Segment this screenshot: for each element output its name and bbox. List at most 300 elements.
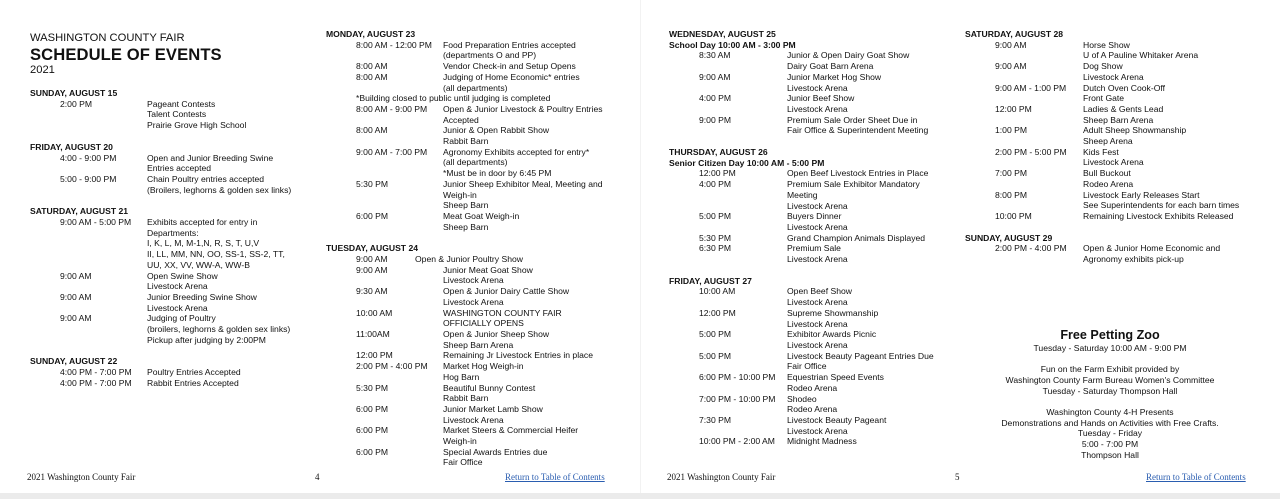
event-line: WASHINGTON COUNTY FAIR xyxy=(443,307,562,318)
event-line: Open and Junior Breeding Swine xyxy=(147,152,274,163)
event-time: 9:00 AM xyxy=(995,39,1027,50)
schedule-event xyxy=(326,254,644,265)
event-line: Premium Sale Exhibitor Mandatory xyxy=(787,179,920,190)
event-details xyxy=(147,367,320,378)
event-time: 5:00 PM xyxy=(699,350,732,361)
event-details xyxy=(787,329,959,350)
event-line: (Broilers, leghorns & golden sex links) xyxy=(147,184,292,195)
schedule-event xyxy=(326,211,644,232)
event-line: Meat Goat Weigh-in xyxy=(443,210,520,221)
event-line: Livestock Arena xyxy=(787,103,848,114)
event-details xyxy=(443,179,644,211)
event-details xyxy=(147,271,320,292)
event-time: 4:00 PM xyxy=(699,179,732,190)
event-time: 8:30 AM xyxy=(699,50,731,61)
event-details xyxy=(1083,61,1255,82)
event-details xyxy=(356,93,644,104)
event-time: 12:00 PM xyxy=(356,350,393,361)
event-details xyxy=(787,286,959,307)
event-details xyxy=(787,93,959,114)
event-details xyxy=(443,383,644,404)
event-time: 10:00 PM xyxy=(995,210,1032,221)
schedule-event xyxy=(326,286,644,307)
event-time: 8:00 AM - 12:00 PM xyxy=(356,39,432,50)
event-line: Livestock Arena xyxy=(787,297,848,308)
event-details xyxy=(443,350,644,361)
event-line: Livestock Arena xyxy=(787,254,848,265)
column-3-schedule xyxy=(669,29,959,447)
event-line: Pageant Contests xyxy=(147,98,216,109)
event-time: 9:00 AM xyxy=(699,71,731,82)
event-line: Open & Junior Home Economic and xyxy=(1083,243,1221,254)
day-subheading: Senior Citizen Day 10:00 AM - 5:00 PM xyxy=(669,157,825,168)
event-line: Adult Sheep Showmanship xyxy=(1083,125,1187,136)
event-line: (all departments) xyxy=(443,82,508,93)
schedule-event xyxy=(669,286,959,307)
event-line: Junior Meat Goat Show xyxy=(443,264,533,275)
event-time: 9:00 AM xyxy=(60,291,92,302)
event-line: Junior Sheep Exhibitor Meal, Meeting and xyxy=(443,178,603,189)
event-details xyxy=(787,72,959,93)
event-line: Livestock Arena xyxy=(1083,71,1144,82)
event-details xyxy=(1083,125,1255,146)
event-line: Junior Market Hog Show xyxy=(787,71,882,82)
event-line: Livestock Beauty Pageant Entries Due xyxy=(787,350,934,361)
day-heading: SUNDAY, AUGUST 15 xyxy=(30,88,118,98)
event-line: Pickup after judging by 2:00PM xyxy=(147,334,266,345)
event-line: Judging of Home Economic* entries xyxy=(443,71,580,82)
event-line: Rodeo Arena xyxy=(1083,178,1134,189)
event-details xyxy=(1083,104,1255,125)
event-time: 12:00 PM xyxy=(699,307,736,318)
event-line: Livestock Arena xyxy=(443,414,504,425)
event-details xyxy=(443,447,644,468)
event-line: Market Steers & Commercial Heifer xyxy=(443,425,579,436)
schedule-event xyxy=(326,350,644,361)
event-line: Livestock Arena xyxy=(147,281,208,292)
event-details xyxy=(1083,83,1255,104)
event-details xyxy=(1083,40,1255,61)
year: 2021 xyxy=(30,64,55,76)
event-time: 7:00 PM xyxy=(995,168,1028,179)
event-details xyxy=(1083,190,1255,211)
event-details xyxy=(147,217,320,271)
event-time: 9:00 AM xyxy=(356,264,388,275)
zoo-line: Thompson Hall xyxy=(1081,449,1139,460)
event-time: 2:00 PM - 4:00 PM xyxy=(995,243,1067,254)
schedule-event xyxy=(669,372,959,393)
event-details xyxy=(147,99,320,131)
event-time: 9:00 AM - 5:00 PM xyxy=(60,217,132,228)
event-details xyxy=(787,168,959,179)
event-details xyxy=(443,404,644,425)
schedule-event xyxy=(965,61,1255,82)
return-to-toc-link-right[interactable]: Return to Table of Contents xyxy=(1146,472,1246,482)
event-line: Livestock Arena xyxy=(443,296,504,307)
event-line: Ladies & Gents Lead xyxy=(1083,103,1164,114)
schedule-event xyxy=(965,168,1255,189)
event-details xyxy=(787,211,959,232)
event-time: 5:00 - 9:00 PM xyxy=(60,173,117,184)
event-line: Sheep Barn Arena xyxy=(1083,114,1154,125)
event-line: Sheep Barn xyxy=(443,200,489,211)
event-line: Midnight Madness xyxy=(787,436,857,447)
schedule-event xyxy=(30,292,320,313)
event-details xyxy=(1083,243,1255,264)
event-details xyxy=(787,115,959,136)
event-details xyxy=(787,394,959,415)
event-details xyxy=(443,361,644,382)
event-time: 12:00 PM xyxy=(995,103,1032,114)
column-2 xyxy=(326,29,644,468)
event-details xyxy=(443,329,644,350)
event-details xyxy=(1083,211,1255,222)
schedule-event xyxy=(669,50,959,71)
event-details xyxy=(443,425,644,446)
schedule-event xyxy=(965,190,1255,211)
column-3 xyxy=(669,29,959,447)
event-line: Junior & Open Rabbit Show xyxy=(443,125,550,136)
event-line: Junior Market Lamb Show xyxy=(443,403,543,414)
event-details xyxy=(443,125,644,146)
petting-zoo-box xyxy=(965,328,1255,461)
zoo-line: Fun on the Farm Exhibit provided by xyxy=(1040,364,1180,375)
event-line: UU, XX, VV, WW-A, WW-B xyxy=(147,259,250,270)
schedule-event xyxy=(326,40,644,61)
event-line: Front Gate xyxy=(1083,93,1125,104)
event-line: Poultry Entries Accepted xyxy=(147,367,241,378)
schedule-event xyxy=(326,72,644,93)
event-details xyxy=(443,308,644,329)
event-time: 10:00 PM - 2:00 AM xyxy=(699,436,775,447)
zoo-line: Washington County Farm Bureau Women's Committee xyxy=(1005,374,1215,385)
event-time: 8:00 AM xyxy=(356,61,388,72)
event-line: Food Preparation Entries accepted xyxy=(443,39,576,50)
schedule-event xyxy=(669,233,959,244)
event-time: 5:30 PM xyxy=(356,382,389,393)
event-time: 5:30 PM xyxy=(699,232,732,243)
event-time: 6:00 PM xyxy=(356,403,389,414)
event-line: Remaining Livestock Exhibits Released xyxy=(1083,210,1234,221)
schedule-event xyxy=(30,367,320,378)
fair-name: WASHINGTON COUNTY FAIR xyxy=(30,32,185,44)
schedule-event xyxy=(326,265,644,286)
schedule-event xyxy=(965,40,1255,61)
schedule-event xyxy=(326,329,644,350)
day-heading: FRIDAY, AUGUST 20 xyxy=(30,141,113,152)
day-subheading: School Day 10:00 AM - 3:00 PM xyxy=(669,39,796,50)
event-line: Premium Sale xyxy=(787,243,841,254)
event-line: Exhibitor Awards Picnic xyxy=(787,329,877,340)
petting-zoo-hours: Tuesday - Saturday 10:00 AM - 9:00 PM xyxy=(1033,342,1187,353)
event-line: Agronomy Exhibits accepted for entry* xyxy=(443,146,590,157)
event-line: Beautiful Bunny Contest xyxy=(443,382,536,393)
schedule-event xyxy=(965,243,1255,264)
event-details xyxy=(443,40,644,61)
event-line: Livestock Arena xyxy=(787,339,848,350)
schedule-event xyxy=(669,308,959,329)
event-line: Fair Office xyxy=(787,361,827,372)
event-details xyxy=(443,147,644,179)
event-line: Market Hog Weigh-in xyxy=(443,361,524,372)
event-time: 8:00 AM - 9:00 PM xyxy=(356,103,428,114)
schedule-event xyxy=(326,125,644,146)
schedule-event xyxy=(326,425,644,446)
event-line: Rabbit Entries Accepted xyxy=(147,377,239,388)
column-2-schedule xyxy=(326,29,644,468)
schedule-event xyxy=(669,415,959,436)
day-heading: WEDNESDAY, AUGUST 25 xyxy=(669,29,776,39)
event-time: 8:00 AM xyxy=(356,125,388,136)
schedule-event xyxy=(326,308,644,329)
footer-left-label: 2021 Washington County Fair xyxy=(27,472,136,482)
schedule-event xyxy=(30,153,320,174)
event-time: 2:00 PM - 4:00 PM xyxy=(356,361,428,372)
schedule-event xyxy=(669,115,959,136)
event-time: 2:00 PM - 5:00 PM xyxy=(995,146,1067,157)
event-time: 7:00 PM - 10:00 PM xyxy=(699,393,776,404)
event-line: Shodeo xyxy=(787,393,817,404)
event-time: 6:00 PM xyxy=(356,425,389,436)
event-line: Livestock Arena xyxy=(147,302,208,313)
event-line: Junior Beef Show xyxy=(787,93,855,104)
schedule-event xyxy=(30,313,320,345)
event-line: Open Beef Livestock Entries in Place xyxy=(787,168,929,179)
event-line: Rodeo Arena xyxy=(787,404,838,415)
day-heading: TUESDAY, AUGUST 24 xyxy=(326,243,419,254)
event-line: Sheep Barn Arena xyxy=(443,339,514,350)
event-line: Agronomy exhibits pick-up xyxy=(1083,254,1184,265)
zoo-line: Washington County 4-H Presents xyxy=(1046,406,1174,417)
event-details xyxy=(443,265,644,286)
zoo-line: Tuesday - Friday xyxy=(1077,428,1143,439)
event-details xyxy=(147,153,320,174)
schedule-event xyxy=(326,447,644,468)
event-line: Livestock Arena xyxy=(787,221,848,232)
schedule-event xyxy=(30,378,320,389)
event-line: Kids Fest xyxy=(1083,146,1119,157)
event-line: Livestock Arena xyxy=(787,425,848,436)
schedule-event xyxy=(669,394,959,415)
schedule-event xyxy=(30,217,320,271)
event-details xyxy=(787,436,959,447)
page-title: SCHEDULE OF EVENTS xyxy=(30,45,222,64)
event-line: Supreme Showmanship xyxy=(787,307,879,318)
event-line: Dog Show xyxy=(1083,61,1123,72)
event-time: 9:00 PM xyxy=(699,114,732,125)
event-line: I, K, L, M, M-1,N, R, S, T, U,V xyxy=(147,238,260,249)
event-time: 5:00 PM xyxy=(699,329,732,340)
event-details xyxy=(787,351,959,372)
footer-right-label: 2021 Washington County Fair xyxy=(667,472,776,482)
event-line: Livestock Arena xyxy=(1083,157,1144,168)
schedule-event xyxy=(669,351,959,372)
event-time: 8:00 AM xyxy=(356,71,388,82)
event-time: 9:30 AM xyxy=(356,286,388,297)
event-time: 7:30 PM xyxy=(699,414,732,425)
event-details xyxy=(443,72,644,93)
schedule-event xyxy=(669,329,959,350)
event-time: 2:00 PM xyxy=(60,98,93,109)
return-to-toc-link-left[interactable]: Return to Table of Contents xyxy=(505,472,605,482)
event-details xyxy=(443,104,644,125)
event-time: 4:00 - 9:00 PM xyxy=(60,152,117,163)
event-line: Bull Buckout xyxy=(1083,168,1131,179)
event-time: 4:00 PM - 7:00 PM xyxy=(60,367,132,378)
schedule-event xyxy=(965,211,1255,222)
event-line: II, LL, MM, NN, OO, SS-1, SS-2, TT, xyxy=(147,249,285,260)
event-line: OFFICIALLY OPENS xyxy=(443,318,524,329)
schedule-event xyxy=(965,147,1255,168)
event-details xyxy=(787,50,959,71)
schedule-event xyxy=(326,93,644,104)
day-heading: FRIDAY, AUGUST 27 xyxy=(669,275,752,286)
schedule-header xyxy=(30,32,320,88)
event-time: 9:00 AM xyxy=(60,313,92,324)
event-line: Open & Junior Sheep Show xyxy=(443,328,550,339)
event-time: 12:00 PM xyxy=(699,168,736,179)
event-time: 6:00 PM - 10:00 PM xyxy=(699,372,776,383)
event-time: 5:30 PM xyxy=(356,178,389,189)
day-heading: MONDAY, AUGUST 23 xyxy=(326,29,416,39)
schedule-event xyxy=(669,243,959,264)
event-time: 10:00 AM xyxy=(699,286,736,297)
event-line: Special Awards Entries due xyxy=(443,446,548,457)
event-time: 9:00 AM - 1:00 PM xyxy=(995,82,1067,93)
event-time: 4:00 PM xyxy=(699,93,732,104)
event-line: Prairie Grove High School xyxy=(147,120,247,131)
event-time: 8:00 PM xyxy=(995,189,1028,200)
event-line: Livestock Arena xyxy=(787,200,848,211)
event-line: Fair Office & Superintendent Meeting xyxy=(787,125,929,136)
event-details xyxy=(787,372,959,393)
event-time: 6:30 PM xyxy=(699,243,732,254)
event-line: Open & Junior Poultry Show xyxy=(415,254,523,265)
zoo-line: Demonstrations and Hands on Activities with Free Crafts. xyxy=(1001,417,1219,428)
event-details xyxy=(787,233,959,244)
event-line: Sheep Barn xyxy=(443,221,489,232)
event-line: Chain Poultry entries accepted xyxy=(147,173,265,184)
event-line: Premium Sale Order Sheet Due in xyxy=(787,114,918,125)
event-line: Livestock Early Releases Start xyxy=(1083,189,1200,200)
event-line: Hog Barn xyxy=(443,371,480,382)
event-line: Horse Show xyxy=(1083,39,1130,50)
day-heading: THURSDAY, AUGUST 26 xyxy=(669,147,768,158)
event-line: Livestock Arena xyxy=(787,318,848,329)
event-line: Livestock Arena xyxy=(787,82,848,93)
event-time: 9:00 AM xyxy=(60,270,92,281)
schedule-event xyxy=(965,125,1255,146)
schedule-event xyxy=(326,147,644,179)
event-time: 9:00 AM - 7:00 PM xyxy=(356,146,428,157)
footer-left-page-number: 4 xyxy=(315,472,320,482)
event-line: Accepted xyxy=(443,114,479,125)
event-line: Buyers Dinner xyxy=(787,211,842,222)
event-line: (all departments) xyxy=(443,157,508,168)
event-line: *Building closed to public until judging is completed xyxy=(356,93,551,104)
schedule-event xyxy=(326,61,644,72)
event-line: Grand Champion Animals Displayed xyxy=(787,232,926,243)
event-details xyxy=(1083,147,1255,168)
event-line: Open Beef Show xyxy=(787,286,852,297)
day-heading: SUNDAY, AUGUST 29 xyxy=(965,232,1053,243)
column-1-schedule xyxy=(30,88,320,389)
event-line: Judging of Poultry xyxy=(147,313,216,324)
event-line: Departments: xyxy=(147,227,199,238)
schedule-event xyxy=(669,211,959,232)
event-line: U of A Pauline Whitaker Arena xyxy=(1083,50,1199,61)
event-line: (broilers, leghorns & golden sex links) xyxy=(147,324,291,335)
event-time xyxy=(326,93,356,104)
event-details xyxy=(415,254,644,265)
schedule-event xyxy=(30,174,320,195)
event-details xyxy=(1083,168,1255,189)
schedule-event xyxy=(30,271,320,292)
schedule-event xyxy=(326,361,644,382)
day-heading: SATURDAY, AUGUST 28 xyxy=(965,29,1064,39)
petting-zoo-title: Free Petting Zoo xyxy=(1060,327,1160,342)
event-line: Weigh-in xyxy=(443,189,477,200)
event-details xyxy=(787,179,959,211)
event-line: Rodeo Arena xyxy=(787,382,838,393)
event-time: 10:00 AM xyxy=(356,307,393,318)
event-line: Rabbit Barn xyxy=(443,393,489,404)
schedule-event xyxy=(326,179,644,211)
event-details xyxy=(787,308,959,329)
event-line: Entries accepted xyxy=(147,163,212,174)
event-line: Open & Junior Livestock & Poultry Entries xyxy=(443,103,603,114)
event-line: Dutch Oven Cook-Off xyxy=(1083,82,1165,93)
event-time: 9:00 AM xyxy=(995,61,1027,72)
event-line: Junior & Open Dairy Goat Show xyxy=(787,50,910,61)
event-line: Fair Office xyxy=(443,457,483,468)
event-line: Meeting xyxy=(787,189,818,200)
event-line: Rabbit Barn xyxy=(443,136,489,147)
event-details xyxy=(147,378,320,389)
schedule-event xyxy=(326,383,644,404)
event-line: Vendor Check-in and Setup Opens xyxy=(443,61,576,72)
event-line: Sheep Arena xyxy=(1083,136,1133,147)
event-time: 11:00AM xyxy=(356,328,390,339)
event-details xyxy=(787,415,959,436)
event-line: Remaining Jr Livestock Entries in place xyxy=(443,350,593,361)
event-line: Junior Breeding Swine Show xyxy=(147,291,257,302)
event-line: (departments O and PP) xyxy=(443,50,537,61)
schedule-event xyxy=(669,179,959,211)
event-details xyxy=(443,286,644,307)
event-line: *Must be in door by 6:45 PM xyxy=(443,168,552,179)
schedule-event xyxy=(669,168,959,179)
event-details xyxy=(443,211,644,232)
schedule-event xyxy=(326,104,644,125)
schedule-event xyxy=(669,72,959,93)
event-details xyxy=(787,243,959,264)
event-line: Talent Contests xyxy=(147,109,207,120)
event-details xyxy=(147,313,320,345)
event-time: 6:00 PM xyxy=(356,210,389,221)
schedule-event xyxy=(965,104,1255,125)
column-4 xyxy=(965,29,1255,460)
day-heading: SUNDAY, AUGUST 22 xyxy=(30,356,118,367)
schedule-event xyxy=(965,83,1255,104)
event-time: 9:00 AM xyxy=(356,254,388,265)
event-time: 1:00 PM xyxy=(995,125,1028,136)
column-4-schedule xyxy=(965,29,1255,265)
footer-right-page-number: 5 xyxy=(955,472,960,482)
zoo-line: Tuesday - Saturday Thompson Hall xyxy=(1042,385,1178,396)
event-line: Open Swine Show xyxy=(147,270,218,281)
event-line: Equestrian Speed Events xyxy=(787,372,884,383)
